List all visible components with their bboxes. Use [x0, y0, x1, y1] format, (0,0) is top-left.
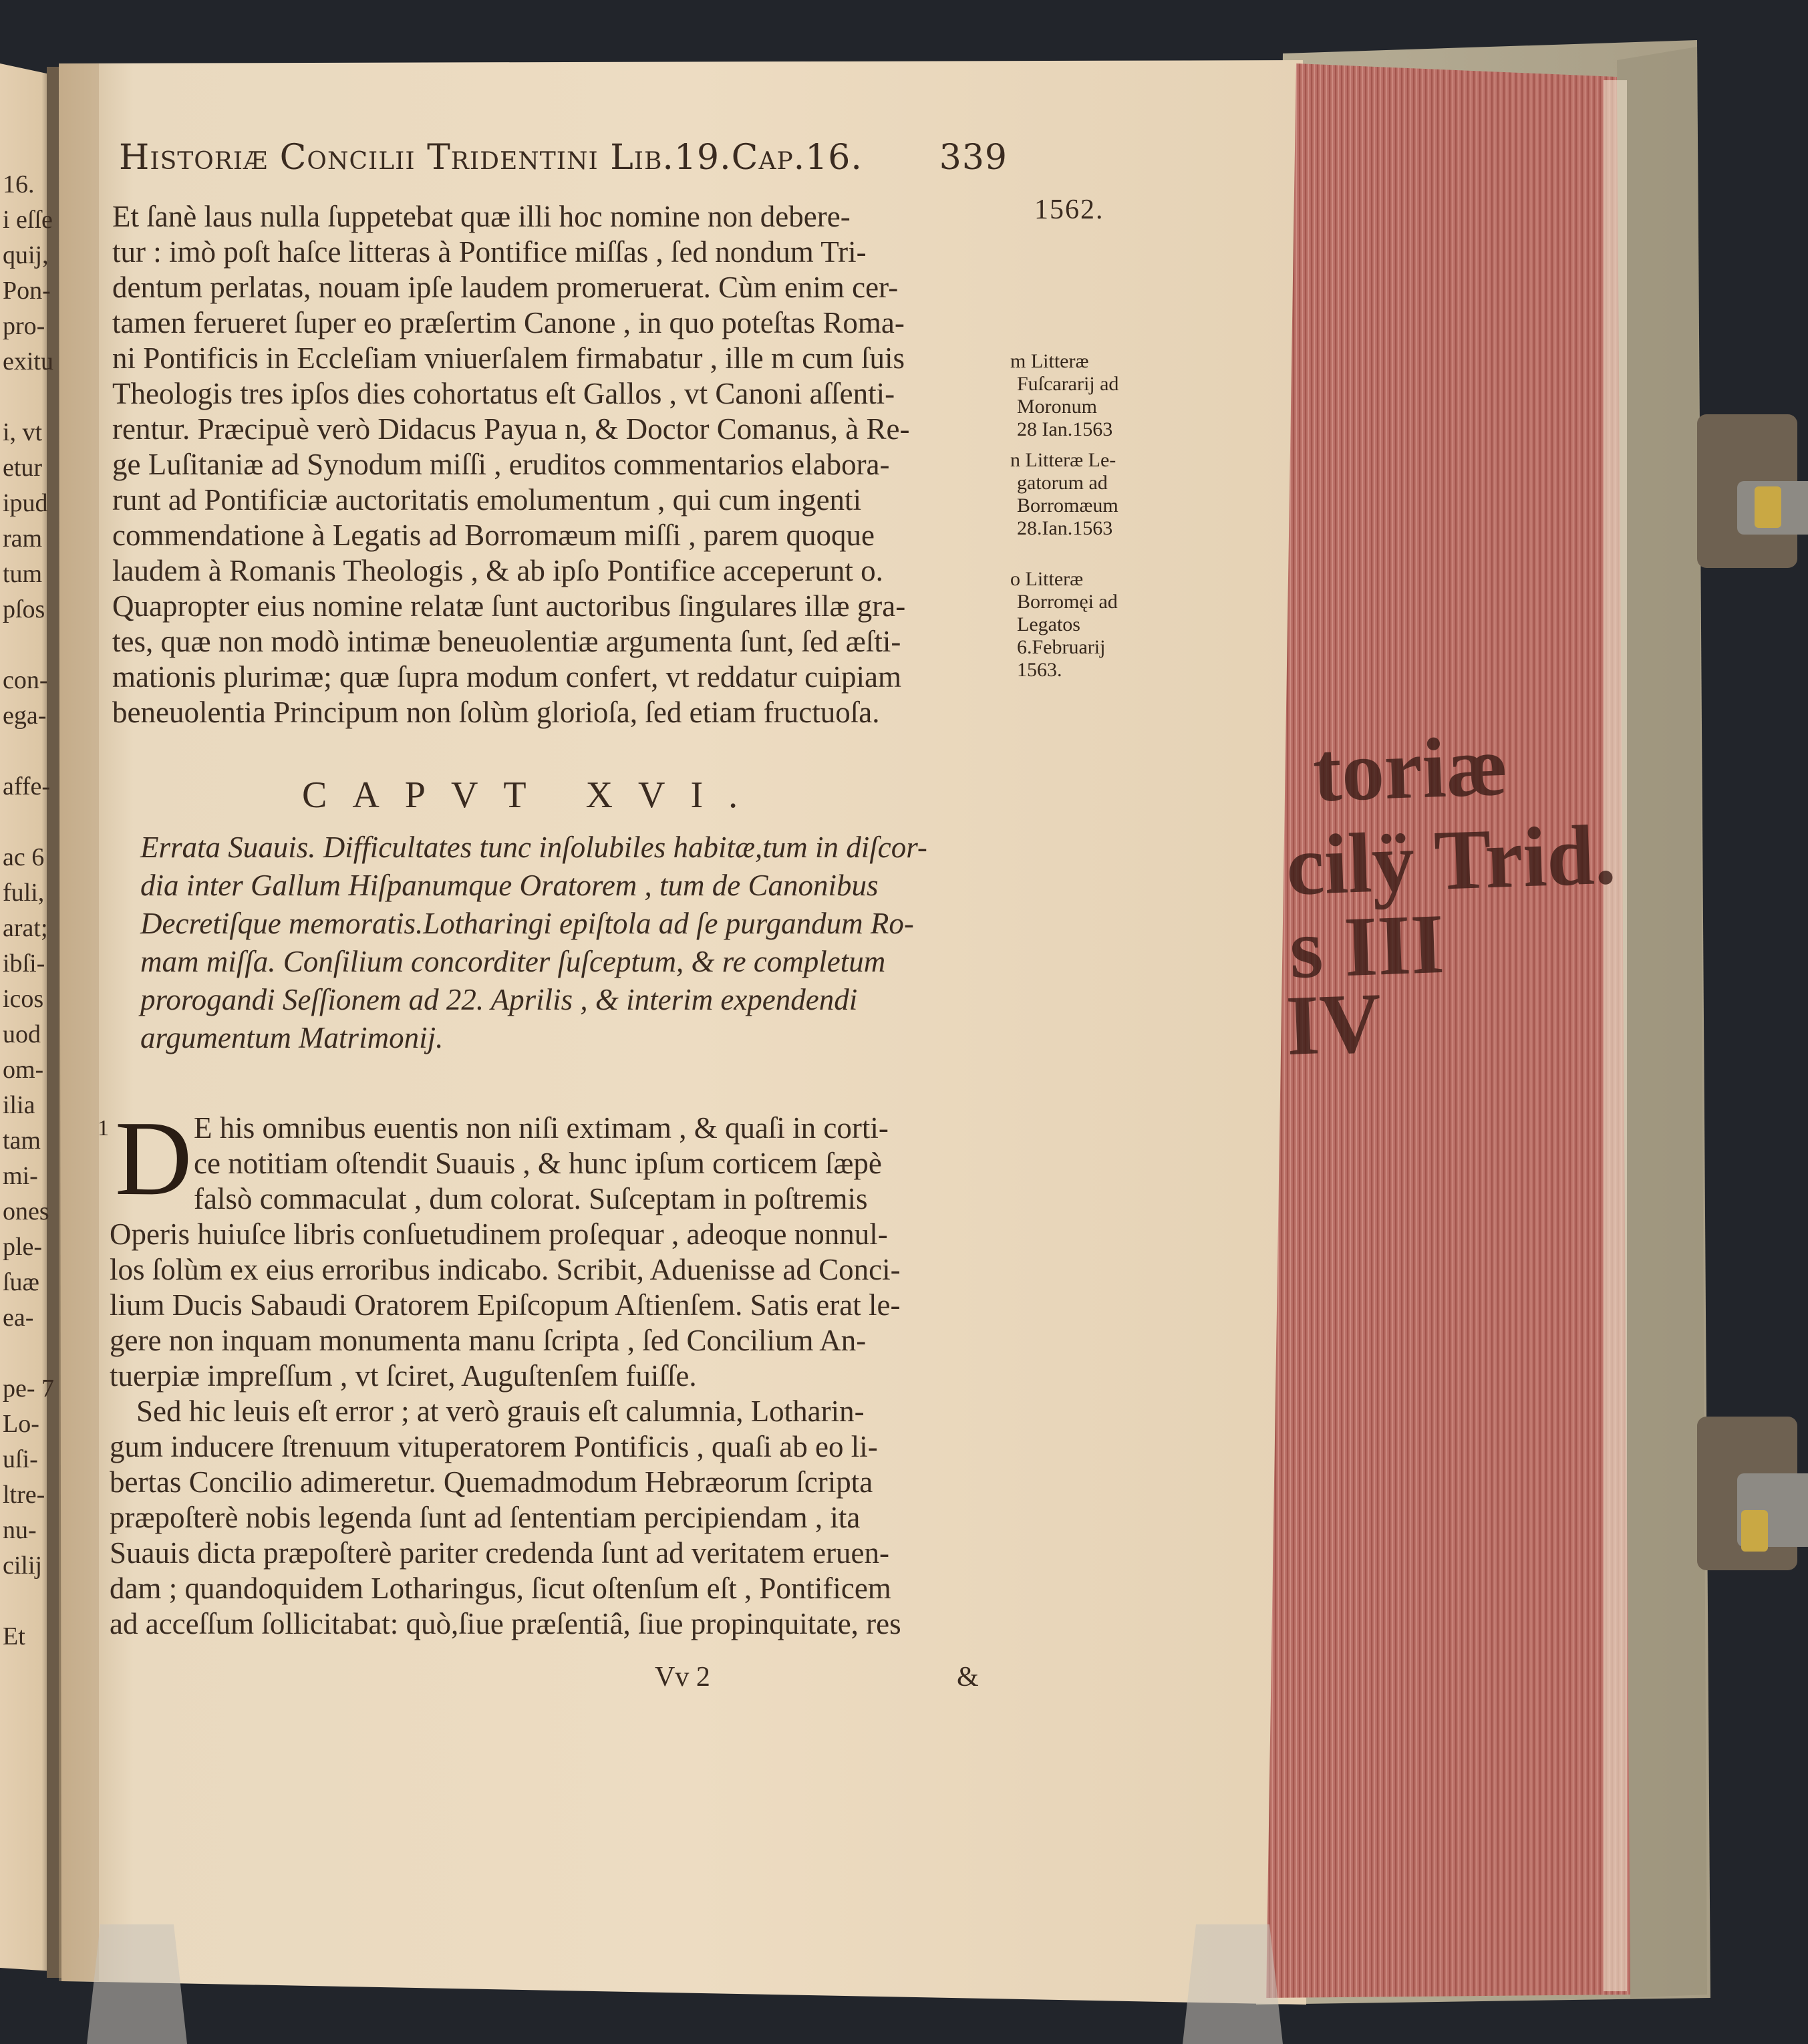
- text-line: lium Ducis Sabaudi Oratorem Epiſcopum Aſtienſem. Satis erat le-: [110, 1288, 901, 1322]
- fragment: ea-: [3, 1304, 34, 1332]
- fragment: nu-: [3, 1516, 37, 1544]
- text-line: dentum perlatas, nouam ipſe laudem promeruerat. Cùm enim cer-: [112, 271, 899, 304]
- margin-note-line: Moronum: [1017, 396, 1097, 418]
- text-line: rentur. Præcipuè verò Didacus Payua n, & Doctor Comanus, à Re-: [112, 412, 910, 446]
- text-line: falsò commaculat , dum colorat. Suſceptam in poſtremis: [194, 1182, 868, 1215]
- signature-mark: Vv 2: [655, 1662, 710, 1693]
- fragment: i, vt: [3, 418, 43, 446]
- fragment: ibſi-: [3, 950, 45, 978]
- text-line: bertas Concilio adimeretur. Quemadmodum Hebræorum ſcripta: [110, 1465, 873, 1499]
- text-line: Sed hic leuis eſt error ; at verò grauis eſt calumnia, Lotharin-: [136, 1395, 865, 1428]
- text-line: Et ſanè laus nulla ſuppetebat quæ illi hoc nomine non debere-: [112, 200, 851, 233]
- summary-line: prorogandi Seſſionem ad 22. Aprilis , & interim expendendi: [140, 983, 858, 1016]
- fragment: con-: [3, 666, 48, 694]
- fragment: ſuæ: [3, 1268, 39, 1296]
- chapter-heading: CAPVT XVI.: [302, 774, 764, 816]
- text-line: Operis huiuſce libris conſuetudinem proſequar , adeoque nonnul-: [110, 1217, 888, 1251]
- catchword: &: [957, 1662, 979, 1693]
- fragment: icos: [3, 985, 44, 1013]
- edge-stamp-line: toriæ: [1311, 718, 1509, 820]
- fragment: 16.: [3, 170, 35, 198]
- fragment: tum: [3, 560, 43, 588]
- summary-line: argumentum Matrimonij.: [140, 1021, 444, 1054]
- margin-note-line: 6.Februarij: [1017, 636, 1106, 658]
- text-line: mationis plurimæ; quæ ſupra modum confert, vt reddatur cuipiam: [112, 660, 902, 694]
- text-line: ge Luſitaniæ ad Synodum miſſi , eruditos commentarios elabora-: [112, 448, 890, 481]
- text-line: Suauis dicta præpoſterè pariter credenda ſunt ad veritatem eruen-: [110, 1536, 890, 1570]
- summary-line: dia inter Gallum Hiſpanumque Oratorem , tum de Canonibus: [140, 869, 879, 902]
- fragment: Lo-: [3, 1410, 39, 1438]
- text-line: tur : imò poſt haſce litteras à Pontifice miſſas , ſed nondum Tri-: [112, 235, 867, 269]
- year-marginal-note: 1562.: [1034, 194, 1104, 225]
- fragment: ltre-: [3, 1481, 45, 1509]
- margin-note-line: 1563.: [1017, 659, 1062, 681]
- edge-stamp-line: cilÿ Trid.: [1284, 807, 1618, 913]
- fragment: tam: [3, 1127, 41, 1155]
- text-line: præpoſterè nobis legenda ſunt ad ſententiam percipiendam , ita: [110, 1501, 861, 1534]
- text-line: runt ad Pontificiæ auctoritatis emolumentum , qui cum ingenti: [112, 483, 862, 517]
- margin-note-line: Borromæum: [1017, 494, 1118, 517]
- fragment: uſi-: [3, 1445, 38, 1473]
- text-line: tamen ferueret ſuper eo præſertim Canone , in quo poteſtas Roma-: [112, 306, 905, 339]
- fragment: arat;: [3, 914, 48, 942]
- fragment: cilij: [3, 1552, 43, 1580]
- edge-stamp-line: IV: [1284, 975, 1383, 1073]
- fragment: etur: [3, 454, 43, 482]
- fragment: quij,: [3, 241, 49, 269]
- text-line: ce notitiam oſtendit Suauis , & hunc ipſum corticem ſæpè: [194, 1147, 882, 1180]
- section-number: 1: [98, 1116, 109, 1141]
- text-line: beneuolentia Principum non ſolùm glorioſa, ſed etiam fructuoſa.: [112, 696, 880, 729]
- text-line: tuerpiæ impreſſum , vt ſciret, Auguſtenſem fuiſſe.: [110, 1359, 697, 1393]
- fragment: Pon-: [3, 277, 51, 305]
- margin-note-line: Legatos: [1017, 613, 1080, 635]
- drop-cap: D: [115, 1099, 192, 1217]
- text-line: ni Pontificis in Eccleſiam vniuerſalem firmabatur , ille m cum ſuis: [112, 341, 905, 375]
- fragment: Et: [3, 1622, 25, 1650]
- text-line: laudem à Romanis Theologis , & ab ipſo Pontifice acceperunt o.: [112, 554, 883, 587]
- margin-note-line: gatorum ad: [1017, 472, 1108, 494]
- fragment: pro-: [3, 312, 45, 340]
- text-line: gum inducere ſtrenuum vituperatorem Pontificis , quaſi ab eo li-: [110, 1430, 878, 1463]
- margin-note-line: m Litteræ: [1010, 350, 1089, 372]
- margin-note-line: 28 Ian.1563: [1017, 418, 1113, 440]
- page-number: 339: [939, 138, 1008, 178]
- margin-note-line: n Litteræ Le-: [1010, 449, 1116, 471]
- text-line: ad acceſſum ſollicitabat: quò,ſiue præſentiâ, ſiue propinquitate, res: [110, 1607, 901, 1640]
- fragment: ple-: [3, 1233, 43, 1261]
- running-head-title: Historiæ Concilii Tridentini Lib.19.Cap.16.: [119, 138, 863, 178]
- text-line: Quapropter eius nomine relatæ ſunt auctoribus ſingulares illæ gra-: [112, 589, 906, 623]
- summary-line: mam miſſa. Conſilium concorditer ſuſceptum, & re completum: [140, 945, 886, 978]
- margin-note-line: Fuſcararij ad: [1017, 373, 1119, 395]
- fragment: pe- 7: [3, 1374, 55, 1403]
- text-line: E his omnibus euentis non niſi extimam , & quaſi in corti-: [194, 1111, 889, 1145]
- margin-note-line: 28.Ian.1563: [1017, 517, 1113, 539]
- fragment: om-: [3, 1056, 44, 1084]
- text-line: Theologis tres ipſos dies cohortatus eſt Gallos , vt Canoni aſſenti-: [112, 377, 895, 410]
- fragment: fuli,: [3, 879, 45, 907]
- fragment: mi-: [3, 1162, 38, 1190]
- text-line: commendatione à Legatis ad Borromæum miſſi , parem quoque: [112, 519, 875, 552]
- fragment: pſos: [3, 595, 45, 623]
- fragment: ilia: [3, 1091, 35, 1119]
- fragment: ram: [3, 525, 43, 553]
- text-line: los ſolùm ex eius erroribus indicabo. Scribit, Aduenisse ad Conci-: [110, 1253, 901, 1286]
- fragment: ac 6: [3, 843, 45, 871]
- text-line: gere non inquam monumenta manu ſcripta , ſed Concilium An-: [110, 1324, 867, 1357]
- fragment: ipud: [3, 489, 48, 517]
- text-line: dam ; quandoquidem Lotharingus, ſicut oſtenſum eſt , Pontificem: [110, 1572, 891, 1605]
- fragment: affe-: [3, 772, 51, 800]
- fragment: ones: [3, 1197, 49, 1225]
- margin-note-line: o Litteræ: [1010, 568, 1084, 590]
- summary-line: Decretiſque memoratis.Lotharingi epiſtola ad ſe purgandum Ro-: [140, 907, 914, 940]
- fragment: i eſſe: [3, 206, 53, 234]
- summary-line: Errata Suauis. Difficultates tunc inſolubiles habitæ,tum in diſcor-: [140, 831, 927, 864]
- margin-note-line: Borromęi ad: [1017, 591, 1118, 613]
- edge-stamp-line: s III: [1288, 895, 1446, 996]
- text-line: tes, quæ non modò intimæ beneuolentiæ argumenta ſunt, ſed æſti-: [112, 625, 901, 658]
- fragment: ega-: [3, 702, 47, 730]
- fragment: uod: [3, 1020, 41, 1048]
- fragment: exitu: [3, 347, 53, 376]
